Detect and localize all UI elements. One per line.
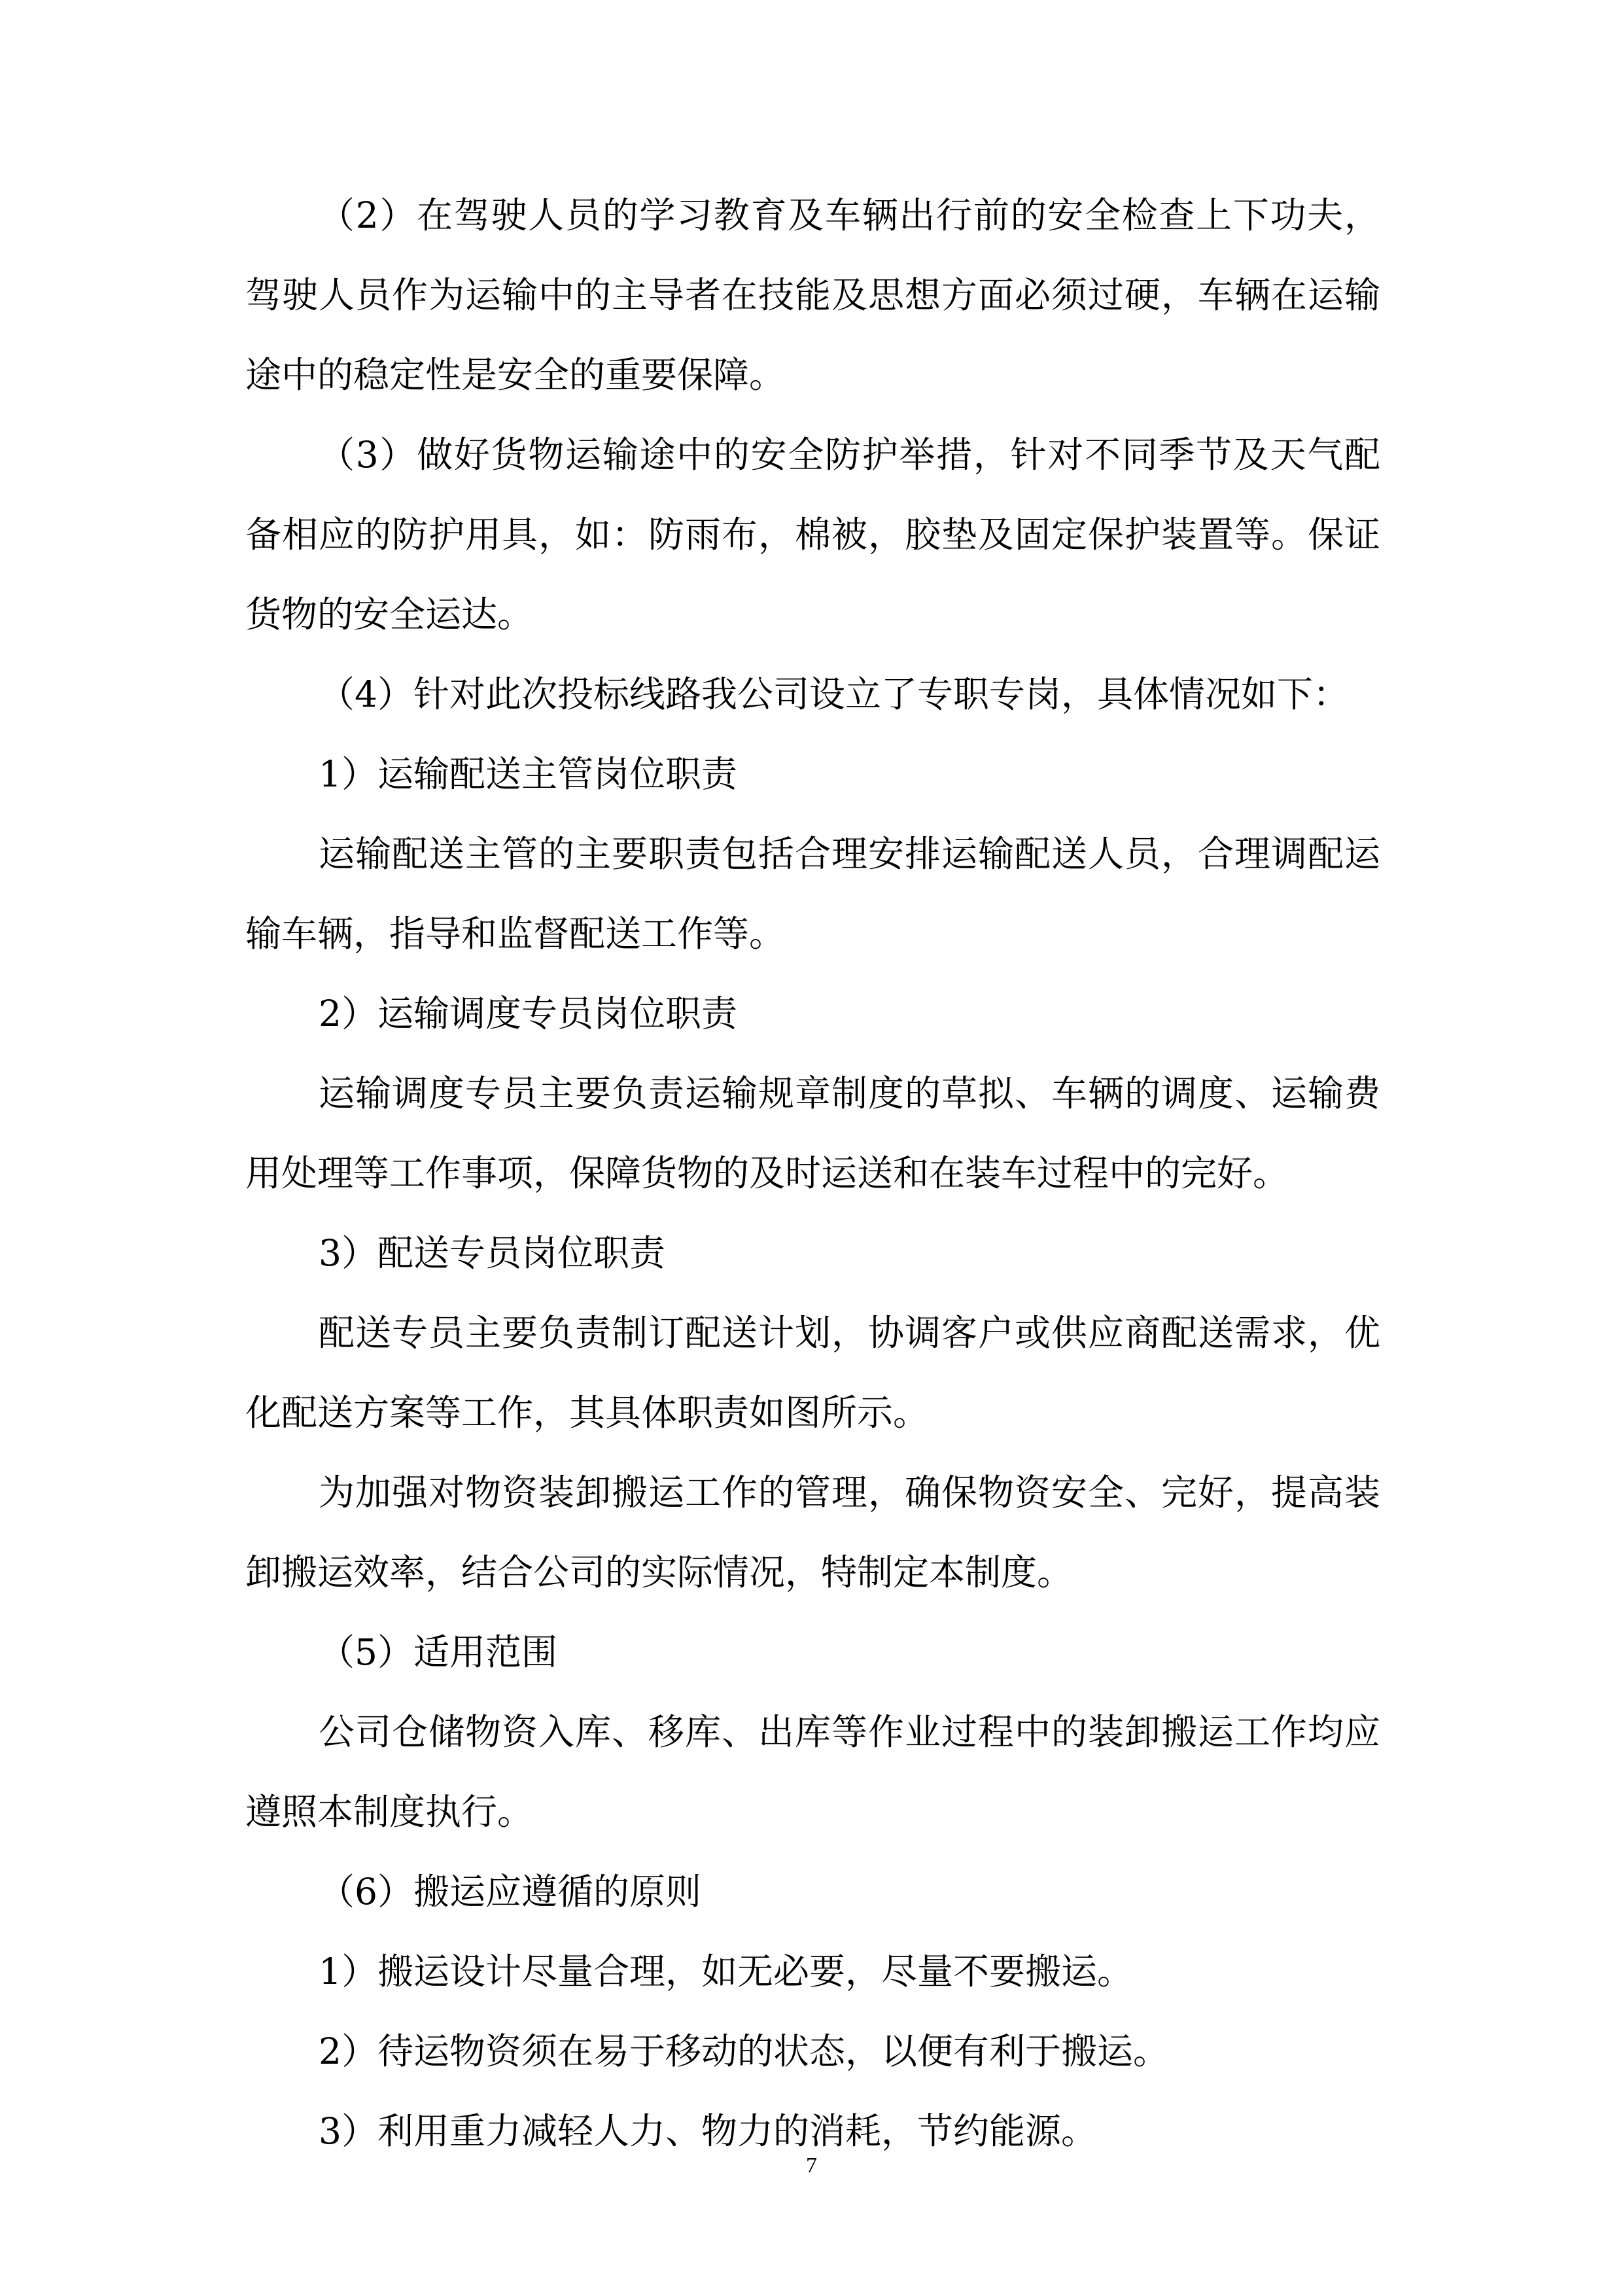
principle-item: 3）利用重力减轻人力、物力的消耗，节约能源。 [319, 2110, 1097, 2152]
paragraph-dispatch-specialist-duties: 运输调度专员主要负责运输规章制度的草拟、车辆的调度、运输费用处理等工作事项，保障货物的及时运送和在装车过程中的完好。 [245, 1072, 1380, 1194]
page-number: 7 [806, 2153, 817, 2178]
heading-delivery-specialist: 3）配送专员岗位职责 [319, 1232, 665, 1274]
heading-scope: （5）适用范围 [319, 1631, 557, 1673]
principle-item: 1）搬运设计尽量合理，如无必要，尽量不要搬运。 [319, 1951, 1133, 1992]
paragraph-dedicated-posts: （4）针对此次投标线路我公司设立了专职专岗，具体情况如下： [319, 673, 1349, 715]
heading-dispatch-specialist: 2）运输调度专员岗位职责 [319, 993, 737, 1034]
heading-delivery-supervisor: 1）运输配送主管岗位职责 [319, 753, 737, 795]
principle-item: 2）待运物资须在易于移动的状态，以便有利于搬运。 [319, 2030, 1169, 2072]
paragraph-delivery-supervisor-duties: 运输配送主管的主要职责包括合理安排运输配送人员，合理调配运输车辆，指导和监督配送工作等。 [245, 833, 1380, 955]
document-body [245, 175, 1380, 2171]
heading-handling-principles: （6）搬运应遵循的原则 [319, 1871, 701, 1913]
paragraph-protection-measures: （3）做好货物运输途中的安全防护举措，针对不同季节及天气配备相应的防护用具，如：防雨布，棉被，胶垫及固定保护装置等。保证货物的安全运达。 [245, 434, 1380, 635]
paragraph-scope: 公司仓储物资入库、移库、出库等作业过程中的装卸搬运工作均应遵照本制度执行。 [245, 1711, 1380, 1833]
paragraph-safety-check: （2）在驾驶人员的学习教育及车辆出行前的安全检查上下功夫，驾驶人员作为运输中的主导者在技能及思想方面必须过硬，车辆在运输途中的稳定性是安全的重要保障。 [245, 194, 1380, 396]
paragraph-handling-regulation-purpose: 为加强对物资装卸搬运工作的管理，确保物资安全、完好，提高装卸搬运效率，结合公司的实际情况，特制定本制度。 [245, 1472, 1380, 1593]
paragraph-delivery-specialist-duties: 配送专员主要负责制订配送计划，协调客户或供应商配送需求，优化配送方案等工作，其具体职责如图所示。 [245, 1312, 1380, 1434]
